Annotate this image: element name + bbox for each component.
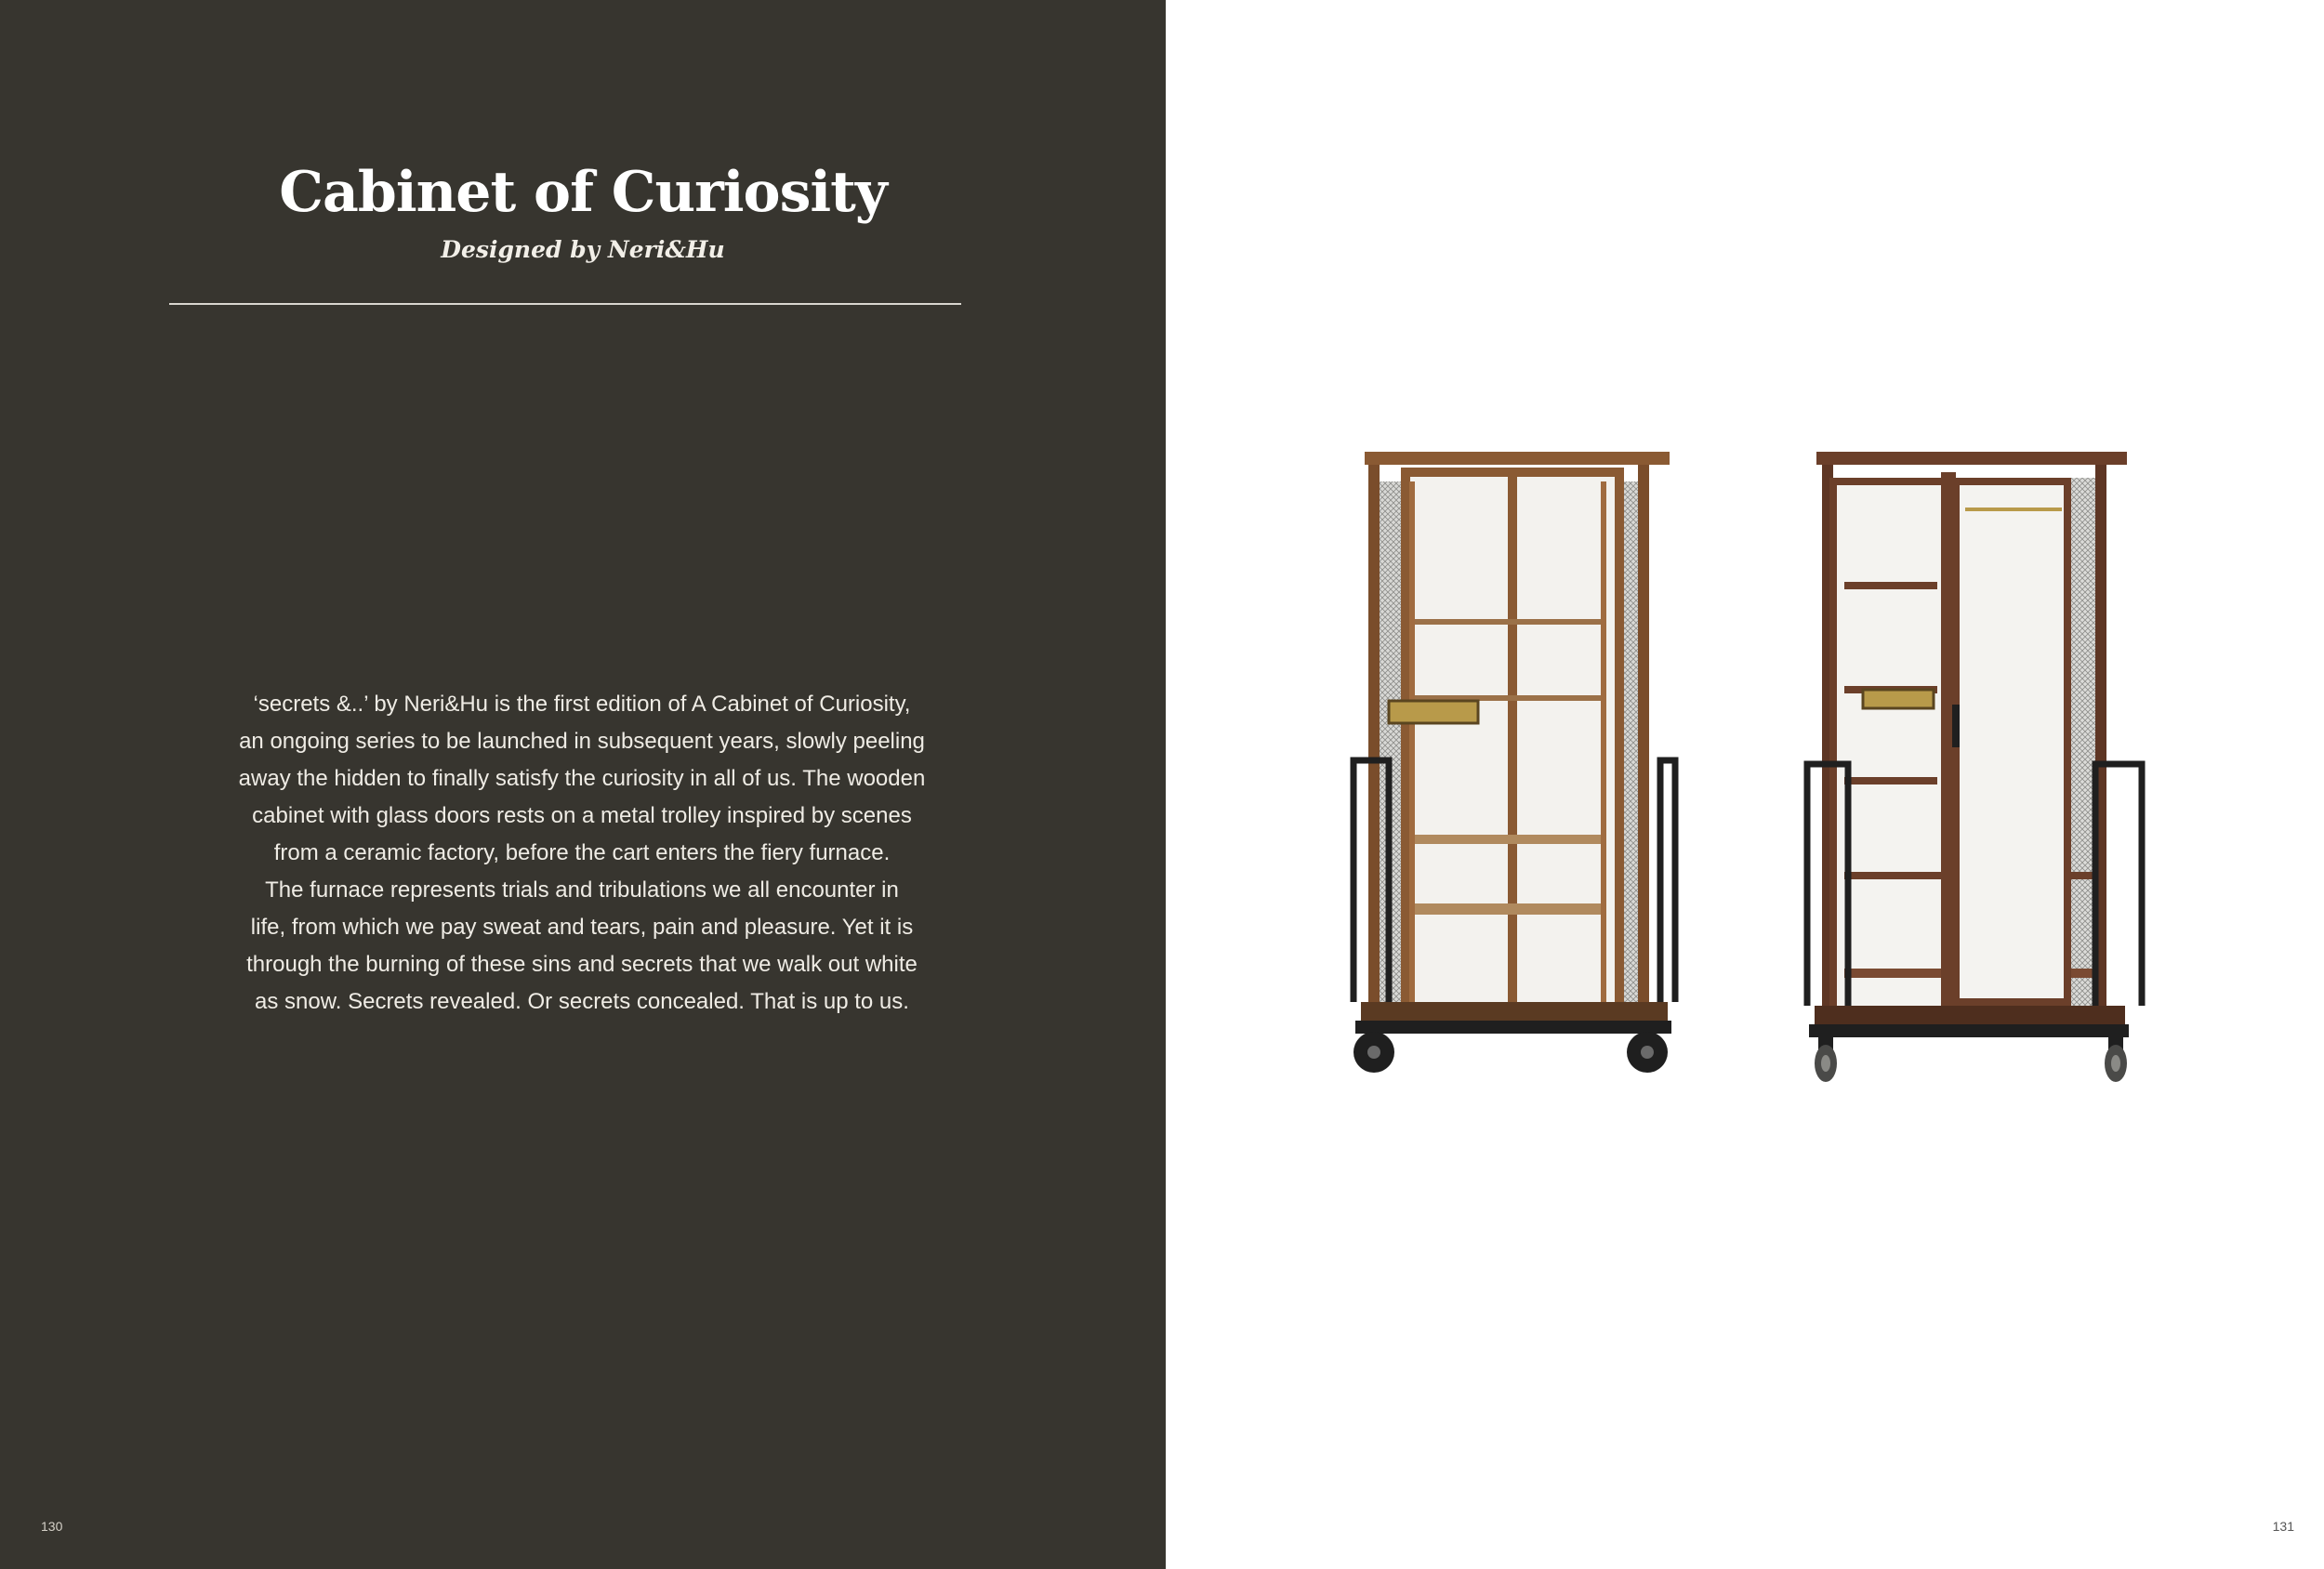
cabinet-closed-illustration <box>1335 444 1688 1086</box>
description-line: cabinet with glass doors rests on a metal trolley inspired by scenes <box>252 803 912 828</box>
description-line: life, from which we pay sweat and tears, pain and pleasure. Yet it is <box>250 915 914 940</box>
designer-credit: Designed by Neri&Hu <box>441 236 725 263</box>
title-divider <box>169 303 961 305</box>
description-line: through the burning of these sins and secrets that we walk out white <box>246 952 918 977</box>
description-line: ‘secrets &..’ by Neri&Hu is the first edition of A Cabinet of Curiosity, <box>253 692 911 717</box>
description-line: from a ceramic factory, before the cart enters the fiery furnace. <box>273 840 891 865</box>
description-paragraph <box>186 686 978 1021</box>
cabinet-photo-open <box>1792 444 2155 1095</box>
cabinet-photo-closed <box>1335 444 1688 1086</box>
page-number-right: 131 <box>2272 1519 2294 1534</box>
description-line: an ongoing series to be launched in subsequent years, slowly peeling <box>239 729 925 754</box>
description-line: The furnace represents trials and tribulations we all encounter in <box>265 877 899 903</box>
cabinet-open-illustration <box>1792 444 2155 1095</box>
page-number-left: 130 <box>41 1519 63 1534</box>
page-title: Cabinet of Curiosity <box>279 160 887 225</box>
description-line: away the hidden to finally satisfy the curiosity in all of us. The wooden <box>238 766 926 791</box>
description-line: as snow. Secrets revealed. Or secrets concealed. That is up to us. <box>255 989 909 1014</box>
